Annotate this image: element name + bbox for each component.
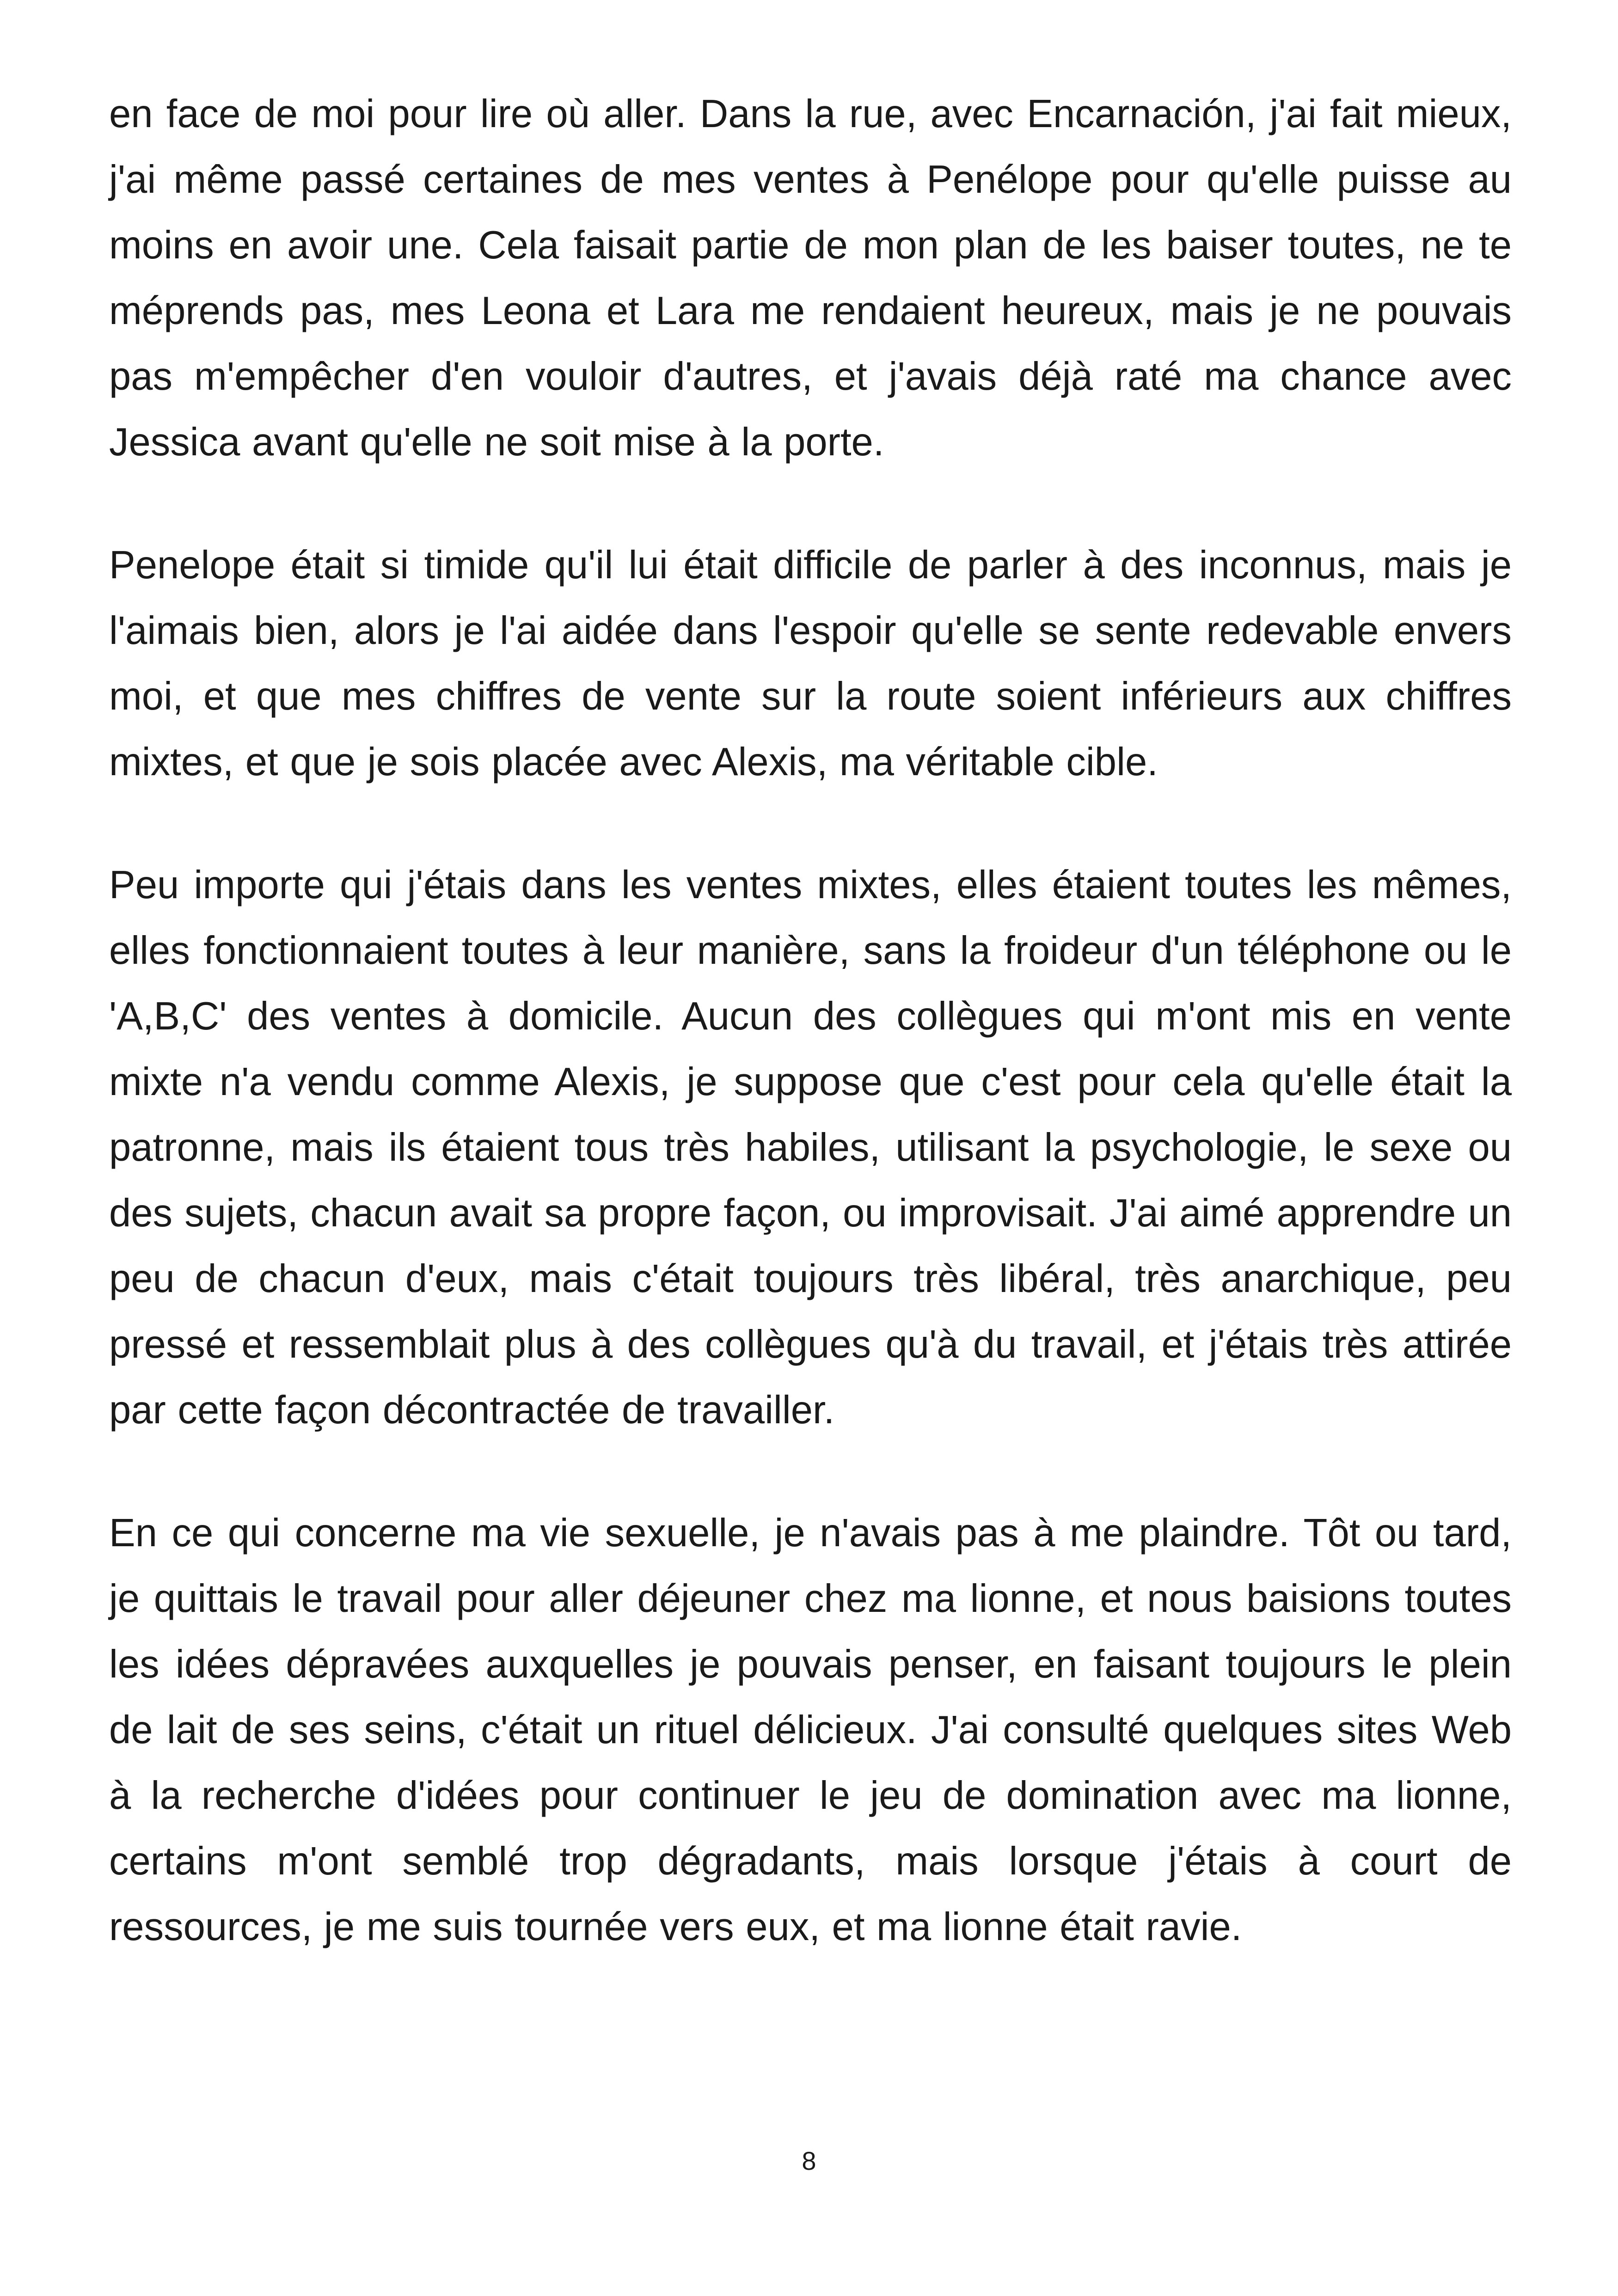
page-number: 8 [802, 2146, 816, 2175]
paragraph-1: en face de moi pour lire où aller. Dans la rue, avec Encarnación, j'ai fait mieux, j'ai même passé certaines de mes ventes à Penélope pour qu'elle puisse au moins en avoir une. Cela faisait partie de mon plan de les baiser toutes, ne te méprends pas, mes Leona et Lara me rendaient heureux, mais je ne pouvais pas m'empêcher d'en vouloir d'autres, et j'avais déjà raté ma chance avec Jessica avant qu'elle ne soit mise à la porte. [109, 92, 1512, 464]
body-text [109, 81, 1512, 1960]
paragraph-3: Peu importe qui j'étais dans les ventes mixtes, elles étaient toutes les mêmes, elles fonctionnaient toutes à leur manière, sans la froideur d'un téléphone ou le 'A,B,C' des ventes à domicile. Aucun des collègues qui m'ont mis en vente mixte n'a vendu comme Alexis, je suppose que c'est pour cela qu'elle était la patronne, mais ils étaient tous très habiles, utilisant la psychologie, le sexe ou des sujets, chacun avait sa propre façon, ou improvisait. J'ai aimé apprendre un peu de chacun d'eux, mais c'était toujours très libéral, très anarchique, peu pressé et ressemblait plus à des collègues qu'à du travail, et j'étais très attirée par cette façon décontractée de travailler. [109, 863, 1512, 1432]
paragraph-4: En ce qui concerne ma vie sexuelle, je n'avais pas à me plaindre. Tôt ou tard, je quittais le travail pour aller déjeuner chez ma lionne, et nous baisions toutes les idées dépravées auxquelles je pouvais penser, en faisant toujours le plein de lait de ses seins, c'était un rituel délicieux. J'ai consulté quelques sites Web à la recherche d'idées pour continuer le jeu de domination avec ma lionne, certains m'ont semblé trop dégradants, mais lorsque j'étais à court de ressources, je me suis tournée vers eux, et ma lionne était ravie. [109, 1511, 1512, 1949]
paragraph-2: Penelope était si timide qu'il lui était difficile de parler à des inconnus, mais je l'aimais bien, alors je l'ai aidée dans l'espoir qu'elle se sente redevable envers moi, et que mes chiffres de vente sur la route soient inférieurs aux chiffres mixtes, et que je sois placée avec Alexis, ma véritable cible. [109, 543, 1512, 784]
